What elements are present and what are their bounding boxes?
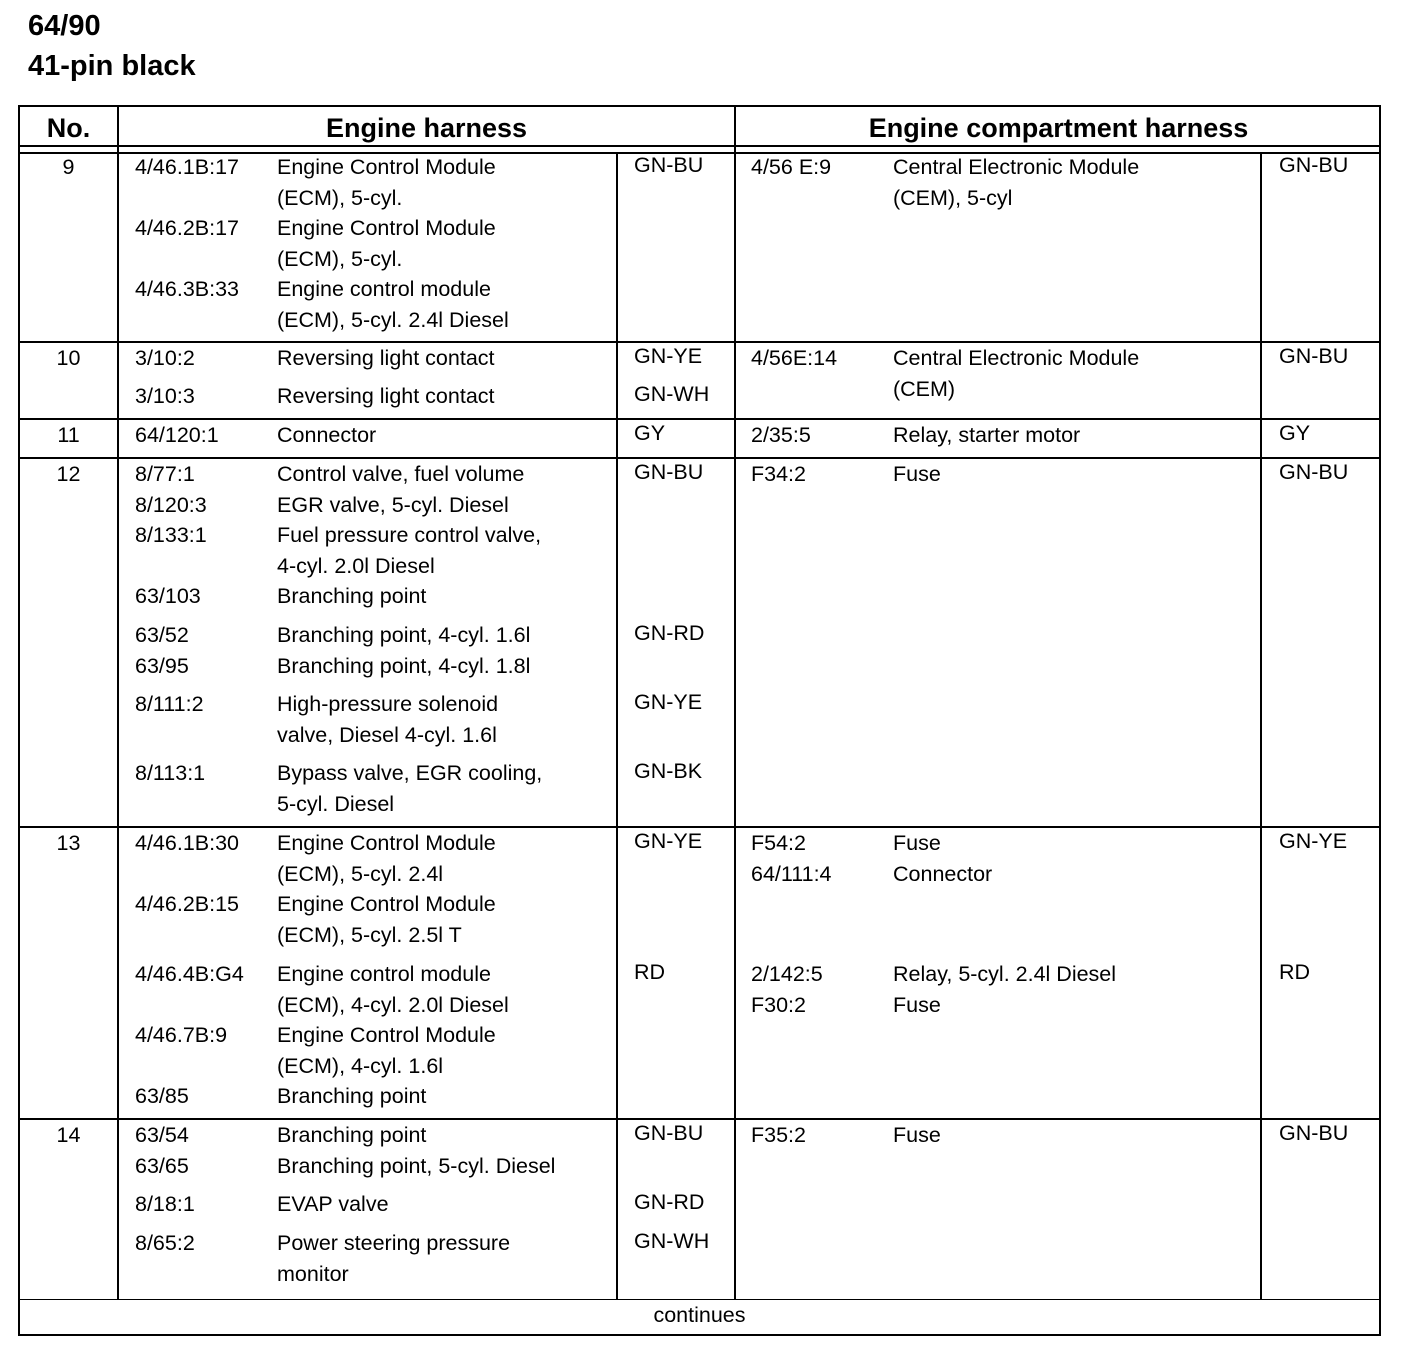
continues-note: continues [653, 1303, 746, 1327]
engine-component-description: (ECM), 5-cyl. [277, 185, 403, 210]
compartment-component-code: 64/111:4 [751, 862, 832, 886]
engine-component-description: EVAP valve [277, 1192, 389, 1216]
engine-component-description: EGR valve, 5-cyl. Diesel [277, 493, 509, 517]
engine-component-description: (ECM), 5-cyl. 2.4l Diesel [277, 307, 509, 332]
engine-component-code: 63/54 [135, 1123, 189, 1147]
compartment-component-description: (CEM) [893, 376, 956, 401]
engine-component-description: Control valve, fuel volume [277, 462, 525, 486]
engine-component-description: High-pressure solenoid [277, 692, 499, 716]
engine-component-description: 5-cyl. Diesel [277, 791, 395, 816]
connector-code: 64/90 [28, 10, 101, 42]
engine-component-description: Power steering pressure [277, 1231, 511, 1255]
engine-component-code: 4/46.3B:33 [135, 277, 240, 301]
engine-wire-color: GN-BU [634, 153, 704, 177]
engine-wire-color: GN-YE [634, 829, 703, 853]
compartment-wire-color: GN-BU [1279, 460, 1349, 484]
engine-component-description: Reversing light contact [277, 384, 495, 408]
compartment-component-description: Fuse [893, 993, 941, 1017]
engine-component-code: 8/65:2 [135, 1231, 195, 1255]
header-no: No. [46, 113, 91, 143]
engine-component-description: Branching point [277, 1123, 427, 1147]
pin-number: 11 [57, 423, 80, 447]
engine-component-description: Engine Control Module [277, 1023, 496, 1047]
compartment-component-code: F35:2 [751, 1123, 806, 1147]
engine-component-description: Branching point, 4-cyl. 1.8l [277, 654, 531, 678]
engine-component-description: (ECM), 5-cyl. 2.5l T [277, 922, 462, 947]
header-engine-compartment-harness: Engine compartment harness [868, 113, 1249, 143]
engine-component-description: Bypass valve, EGR cooling, [277, 761, 543, 785]
pin-number: 9 [62, 155, 75, 179]
pin-number: 14 [56, 1123, 81, 1147]
engine-component-description: (ECM), 4-cyl. 1.6l [277, 1053, 444, 1078]
engine-component-description: Engine Control Module [277, 831, 496, 855]
compartment-component-description: Central Electronic Module [893, 155, 1140, 179]
engine-component-description: Branching point, 5-cyl. Diesel [277, 1154, 556, 1178]
engine-component-code: 3/10:3 [135, 384, 195, 408]
engine-component-description: Engine Control Module [277, 155, 496, 179]
compartment-component-description: Relay, 5-cyl. 2.4l Diesel [893, 962, 1117, 986]
engine-wire-color: GN-YE [634, 344, 703, 368]
engine-wire-color: GN-YE [634, 690, 703, 714]
engine-component-description: Engine Control Module [277, 892, 496, 916]
compartment-component-code: F54:2 [751, 831, 806, 855]
engine-wire-color: GN-RD [634, 621, 705, 645]
engine-component-description: Engine control module [277, 277, 491, 301]
pin-number: 13 [56, 831, 81, 855]
compartment-component-code: 2/35:5 [751, 423, 811, 447]
column-divider [117, 107, 119, 1300]
engine-component-code: 8/113:1 [135, 761, 206, 785]
engine-wire-color: GN-BU [634, 1121, 704, 1145]
compartment-component-description: Fuse [893, 462, 941, 486]
engine-wire-color: GY [634, 421, 666, 445]
compartment-wire-color: GN-BU [1279, 344, 1349, 368]
pin-number: 12 [56, 462, 81, 486]
compartment-component-description: Relay, starter motor [893, 423, 1081, 447]
engine-component-description: monitor [277, 1261, 349, 1286]
engine-component-code: 8/120:3 [135, 493, 207, 517]
engine-component-description: Branching point [277, 1084, 427, 1108]
engine-wire-color: GN-RD [634, 1190, 705, 1214]
engine-component-code: 63/85 [135, 1084, 189, 1108]
engine-component-code: 4/46.7B:9 [135, 1023, 228, 1047]
compartment-component-code: F30:2 [751, 993, 806, 1017]
compartment-component-description: Connector [893, 862, 993, 886]
compartment-wire-color: RD [1279, 960, 1311, 984]
engine-component-code: 4/46.1B:17 [135, 155, 240, 179]
compartment-wire-color: GN-BU [1279, 153, 1349, 177]
engine-component-code: 4/46.2B:17 [135, 216, 240, 240]
engine-component-description: Branching point [277, 584, 427, 608]
row-separator [20, 418, 1379, 420]
engine-component-code: 64/120:1 [135, 423, 219, 447]
engine-component-description: 4-cyl. 2.0l Diesel [277, 553, 435, 578]
engine-component-code: 8/18:1 [135, 1192, 195, 1216]
engine-component-code: 63/52 [135, 623, 189, 647]
engine-component-description: Engine control module [277, 962, 491, 986]
pin-table [18, 105, 1381, 1336]
engine-component-description: Reversing light contact [277, 346, 495, 370]
engine-component-code: 8/133:1 [135, 523, 207, 547]
header-separator [20, 145, 1379, 147]
compartment-component-code: 4/56 E:9 [751, 155, 832, 179]
column-divider [734, 107, 736, 1300]
engine-component-description: Engine Control Module [277, 216, 496, 240]
engine-component-code: 3/10:2 [135, 346, 195, 370]
connector-description: 41-pin black [28, 50, 196, 82]
engine-component-description: Fuel pressure control valve, [277, 523, 542, 547]
engine-wire-color: RD [634, 960, 666, 984]
engine-component-description: valve, Diesel 4-cyl. 1.6l [277, 722, 497, 747]
pin-number: 10 [56, 346, 81, 370]
compartment-wire-color: GN-BU [1279, 1121, 1349, 1145]
column-divider [1260, 152, 1262, 1300]
engine-component-description: Connector [277, 423, 377, 447]
engine-component-code: 63/103 [135, 584, 201, 608]
engine-component-description: (ECM), 5-cyl. [277, 246, 403, 271]
compartment-component-description: Central Electronic Module [893, 346, 1140, 370]
engine-component-description: (ECM), 5-cyl. 2.4l [277, 861, 444, 886]
engine-component-code: 8/77:1 [135, 462, 195, 486]
engine-component-description: Branching point, 4-cyl. 1.6l [277, 623, 531, 647]
engine-wire-color: GN-WH [634, 382, 710, 406]
engine-wire-color: GN-WH [634, 1229, 710, 1253]
engine-component-code: 63/65 [135, 1154, 189, 1178]
compartment-component-description: Fuse [893, 831, 941, 855]
compartment-component-description: Fuse [893, 1123, 941, 1147]
engine-wire-color: GN-BK [634, 759, 703, 783]
compartment-component-code: F34:2 [751, 462, 806, 486]
compartment-component-code: 4/56E:14 [751, 346, 838, 370]
engine-component-code: 4/46.1B:30 [135, 831, 240, 855]
compartment-wire-color: GY [1279, 421, 1311, 445]
column-divider [616, 152, 618, 1300]
compartment-wire-color: GN-YE [1279, 829, 1348, 853]
engine-component-description: (ECM), 4-cyl. 2.0l Diesel [277, 992, 509, 1017]
engine-component-code: 4/46.2B:15 [135, 892, 240, 916]
header-engine-harness: Engine harness [325, 113, 528, 143]
compartment-component-code: 2/142:5 [751, 962, 823, 986]
engine-component-code: 8/111:2 [135, 692, 204, 716]
engine-component-code: 4/46.4B:G4 [135, 962, 244, 986]
compartment-component-description: (CEM), 5-cyl [893, 185, 1013, 210]
engine-component-code: 63/95 [135, 654, 189, 678]
engine-wire-color: GN-BU [634, 460, 704, 484]
